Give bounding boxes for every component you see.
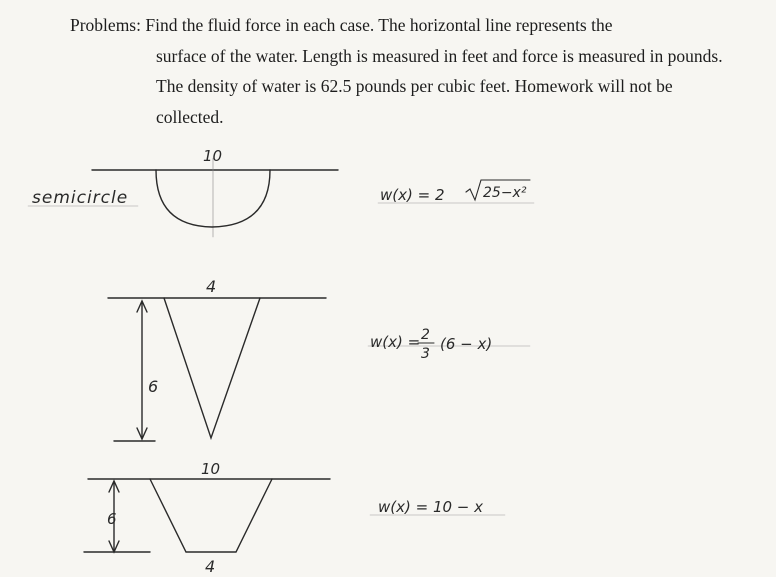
problem-line-4: collected. (156, 106, 224, 127)
formula-3: w(x) = 10 − x (378, 498, 484, 516)
problems-label: Problems: (70, 15, 141, 35)
semicircle-caption: semicircle (32, 188, 129, 208)
trapezoid-shape (150, 479, 272, 552)
triangle-shape (164, 298, 260, 438)
trapezoid-width-label: 10 (201, 460, 221, 478)
triangle-depth-label: 6 (148, 377, 159, 396)
trapezoid-bottom-label: 4 (205, 557, 216, 576)
semicircle-width-label: 10 (203, 147, 223, 165)
fraction-numerator: 2 (421, 327, 430, 343)
problem-text-1: Find the fluid force in each case. The horizontal line represents the (145, 15, 613, 35)
trapezoid-depth-label: 6 (107, 510, 117, 528)
problem-line-2: surface of the water. Length is measured in feet and force is measured in pounds. (156, 45, 723, 66)
problem-line-3: The density of water is 62.5 pounds per cubic feet. Homework will not be (156, 76, 673, 96)
triangle-width-label: 4 (206, 277, 217, 296)
fraction-denominator: 3 (421, 346, 430, 362)
formula-1-radicand: 25−x² (483, 185, 527, 201)
formula-2-rhs: (6 − x) (440, 335, 493, 353)
formula-1-lhs: w(x) = 2 (380, 186, 445, 204)
figure-triangle (108, 298, 530, 441)
formula-2-lhs: w(x) = (370, 333, 421, 351)
